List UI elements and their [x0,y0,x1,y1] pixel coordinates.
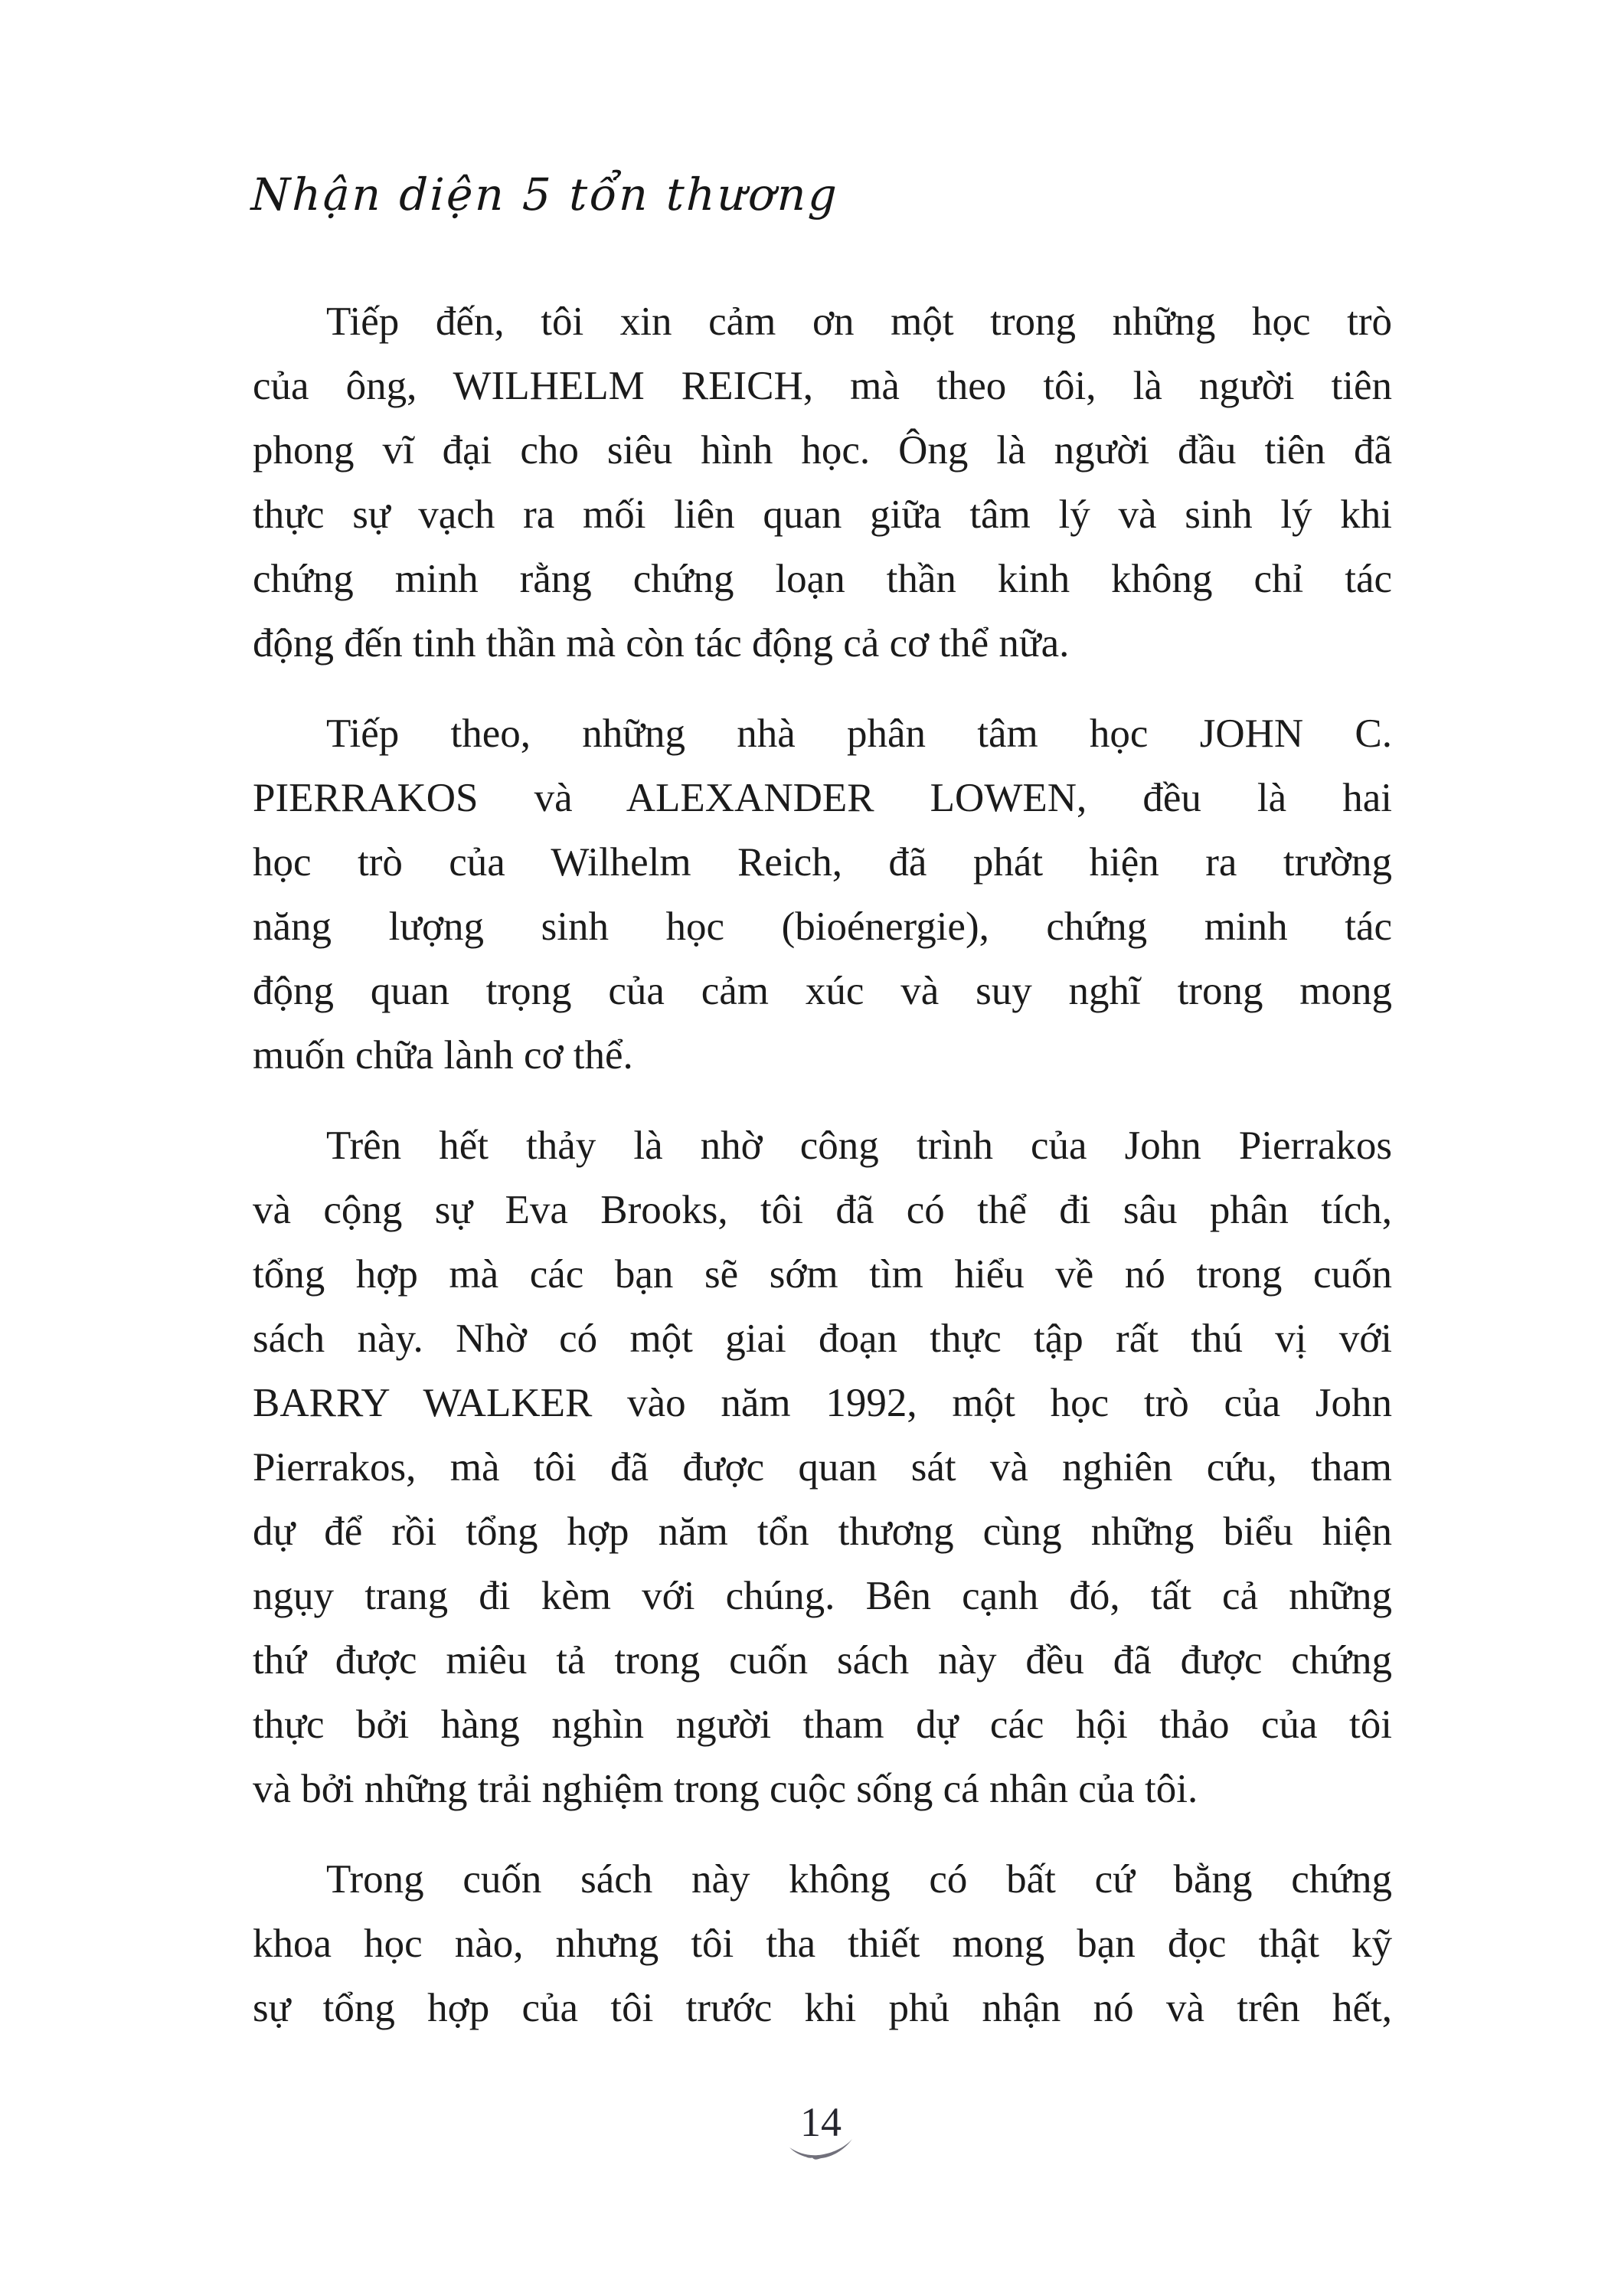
text-line: BARRY WALKER vào năm 1992, một học trò của John [253,1381,1392,1425]
folio [0,2100,1608,2161]
text-line: tổng hợp mà các bạn sẽ sớm tìm hiểu về nó trong cuốn [253,1252,1392,1297]
text-line: năng lượng sinh học (bioénergie), chứng minh tác [253,904,1392,949]
paragraph-2 [253,702,1392,1087]
text-line: và cộng sự Eva Brooks, tôi đã có thể đi sâu phân tích, [253,1188,1392,1232]
text-line: thực sự vạch ra mối liên quan giữa tâm lý và sinh lý khi [253,492,1392,537]
text-line: thực bởi hàng nghìn người tham dự các hội thảo của tôi [253,1702,1392,1747]
paragraph-1 [253,289,1392,675]
text-line: Trên hết thảy là nhờ công trình của John Pierrakos [326,1123,1392,1168]
text-line: động quan trọng của cảm xúc và suy nghĩ trong mong [253,969,1392,1013]
text-line: sách này. Nhờ có một giai đoạn thực tập rất thú vị với [253,1316,1392,1361]
text-line: phong vĩ đại cho siêu hình học. Ông là người đầu tiên đã [253,428,1392,473]
text-line: thứ được miêu tả trong cuốn sách này đều đã được chứng [253,1638,1392,1683]
text-line: của ông, WILHELM REICH, mà theo tôi, là người tiên [253,364,1392,408]
running-head-title: Nhận diện 5 tổn thương [250,168,840,221]
text-line: dự để rồi tổng hợp năm tổn thương cùng những biểu hiện [253,1509,1392,1554]
page-number: 14 [800,2099,842,2145]
text-line: Tiếp đến, tôi xin cảm ơn một trong những học trò [326,299,1392,344]
text-line: PIERRAKOS và ALEXANDER LOWEN, đều là hai [253,776,1392,820]
text-line: động đến tinh thần mà còn tác động cả cơ thể nữa. [253,621,1070,666]
text-line: Pierrakos, mà tôi đã được quan sát và nghiên cứu, tham [253,1445,1392,1490]
text-line: sự tổng hợp của tôi trước khi phủ nhận nó và trên hết, [253,1986,1392,2030]
paragraph-4 [253,1847,1392,2040]
body-text [253,289,1392,2040]
folio-inner [788,2100,854,2161]
text-line: ngụy trang đi kèm với chúng. Bên cạnh đó, tất cả những [253,1574,1392,1618]
paragraph-3 [253,1114,1392,1821]
text-line: và bởi những trải nghiệm trong cuộc sống cá nhân của tôi. [253,1767,1198,1811]
text-line: khoa học nào, nhưng tôi tha thiết mong bạn đọc thật kỹ [253,1922,1392,1966]
text-line: học trò của Wilhelm Reich, đã phát hiện ra trường [253,840,1392,885]
text-line: Tiếp theo, những nhà phân tâm học JOHN C. [326,711,1392,756]
text-line: muốn chữa lành cơ thể. [253,1033,633,1078]
text-line: chứng minh rằng chứng loạn thần kinh không chỉ tác [253,557,1392,601]
text-line: Trong cuốn sách này không có bất cứ bằng chứng [326,1857,1392,1902]
